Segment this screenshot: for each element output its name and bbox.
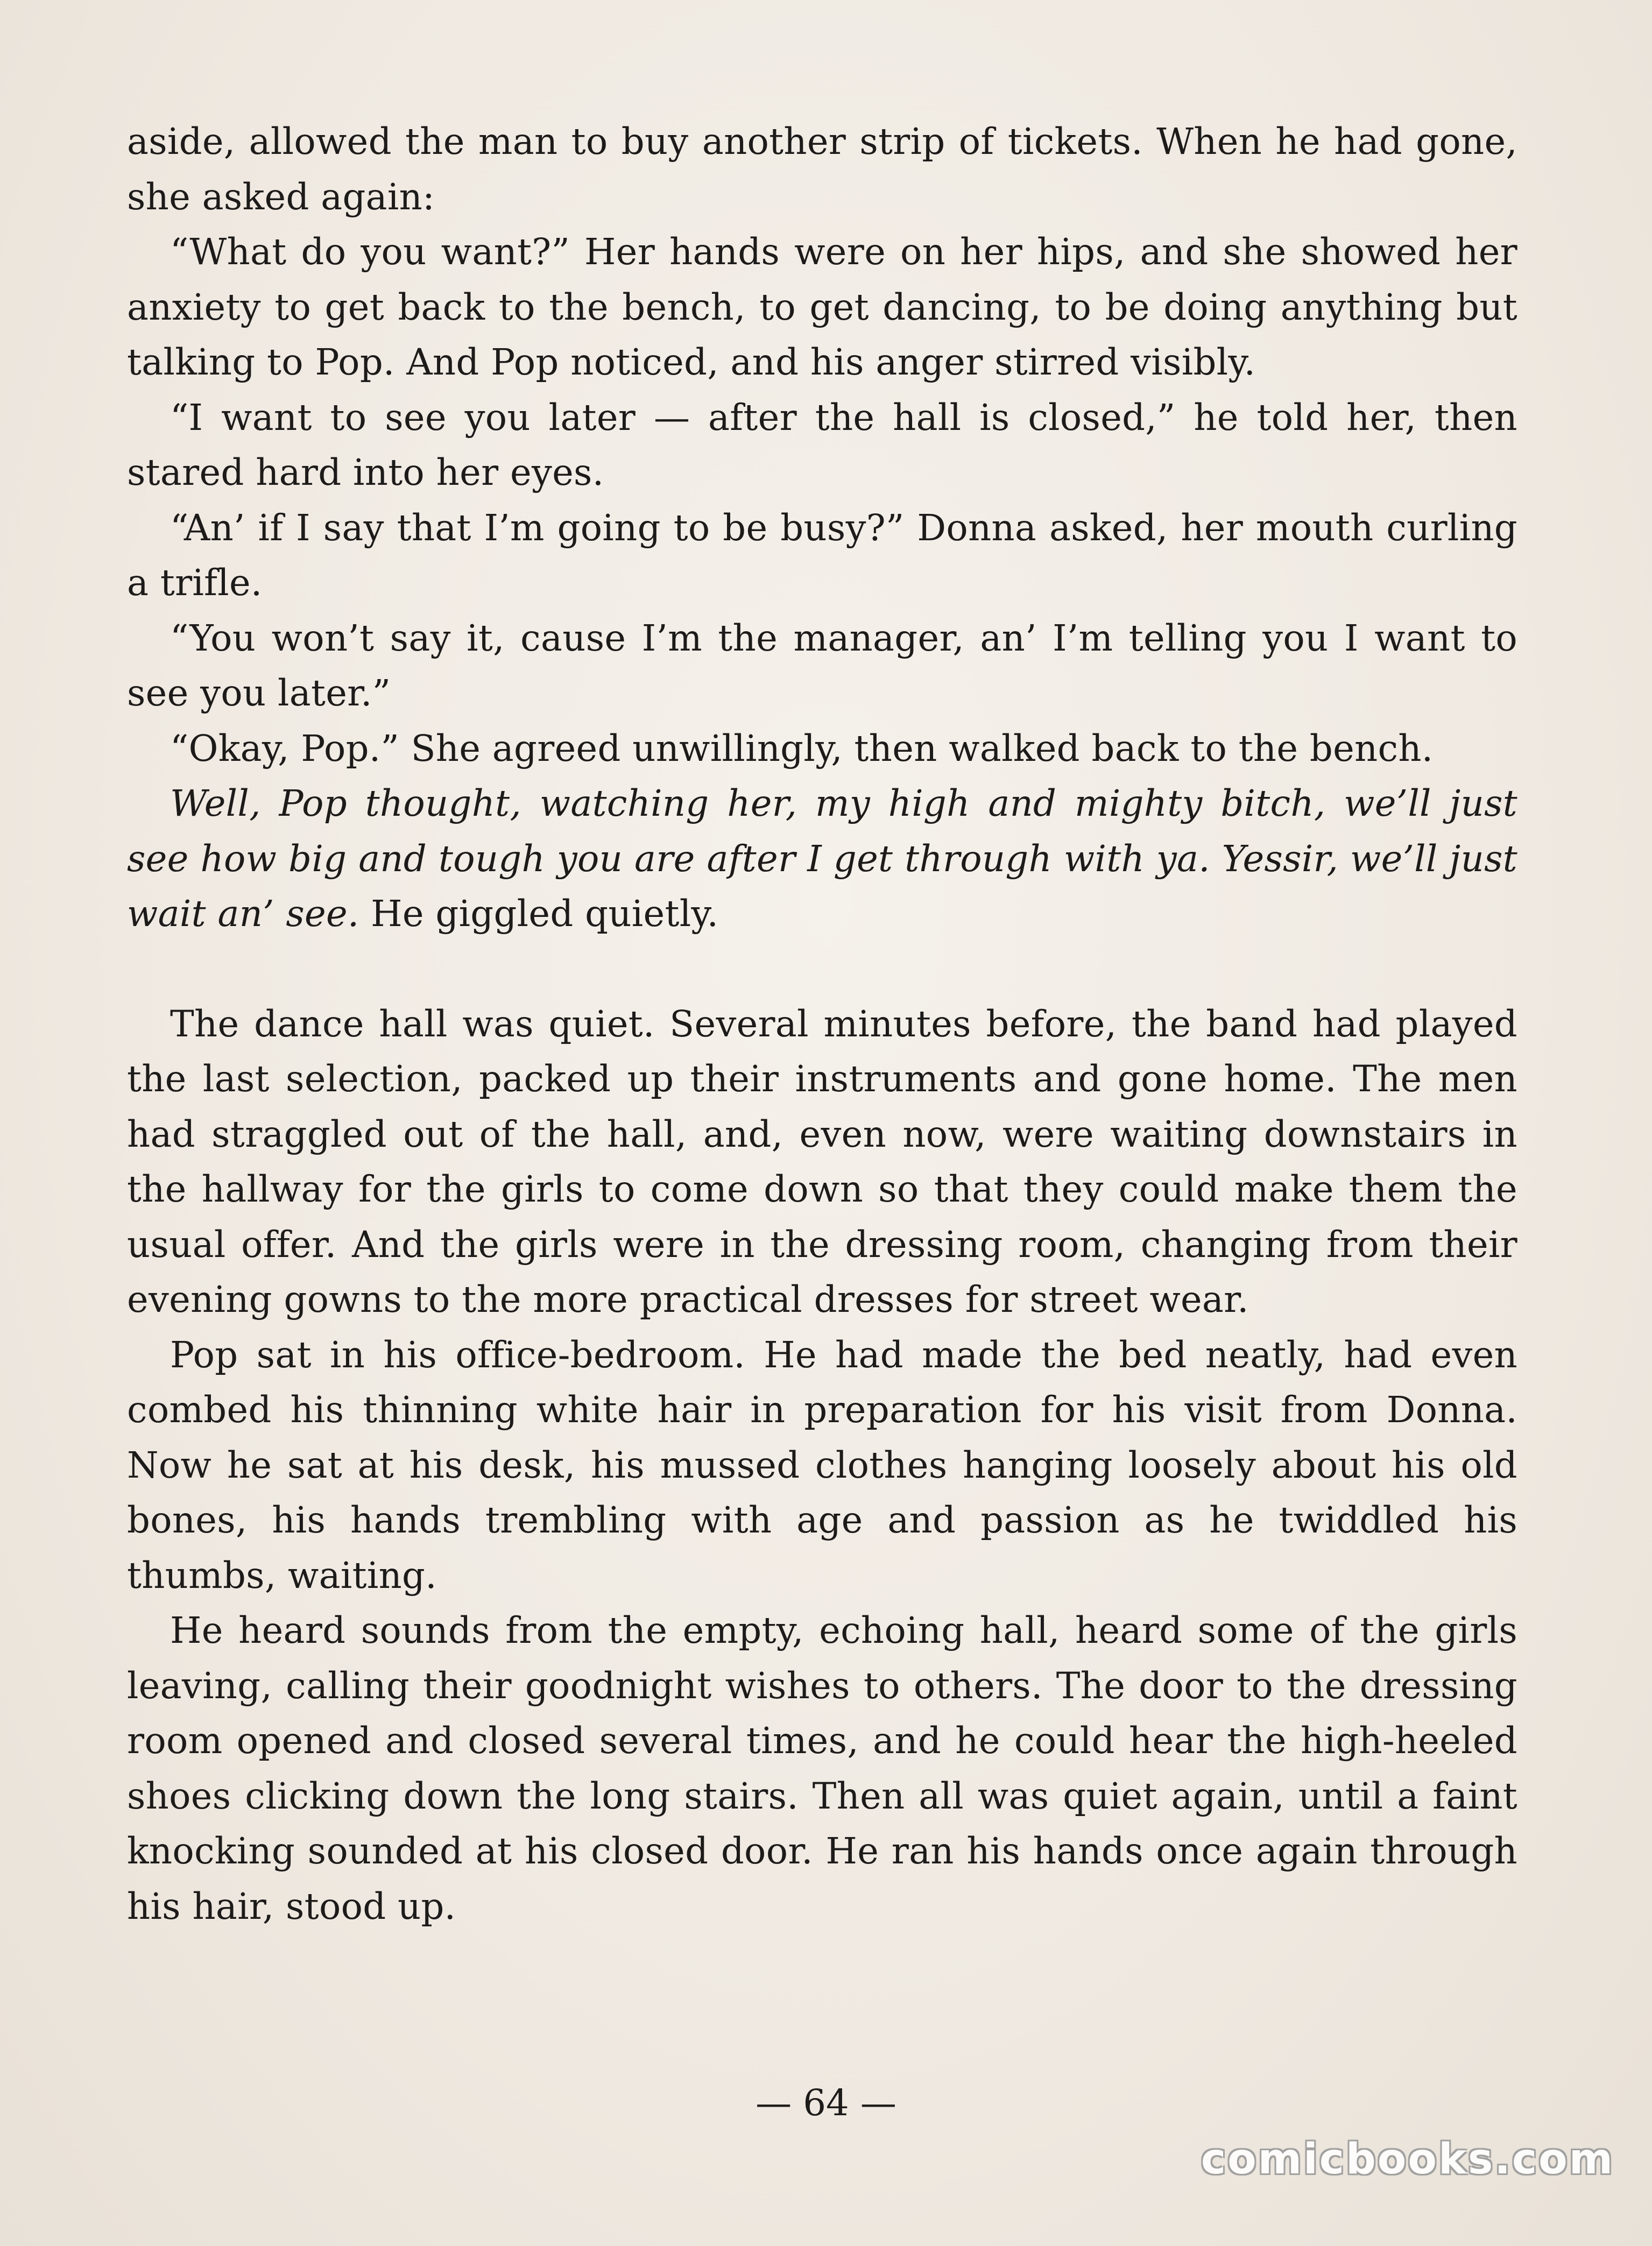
paragraph-7 (127, 776, 1517, 942)
paragraph-8: The dance hall was quiet. Several minutes before, the band had played the last selection, packed up their instruments and gone home. The men had straggled out of the hall, and, even now, were waiting downstairs in the hallway for the girls to come down so that they could make them the usual offer. And the girls were in the dressing room, changing from their evening gowns to the more practical dresses for street wear. (127, 1002, 1517, 1320)
inner-thought-tail: He giggled quietly. (359, 893, 719, 935)
paragraph-3: “I want to see you later — after the hall is closed,” he told her, then stared hard into her eyes. (127, 396, 1517, 493)
paragraph-9: Pop sat in his office-bedroom. He had made the bed neatly, had even combed his thinning white hair in preparation for his visit from Donna. Now he sat at his desk, his mussed clothes hanging loosely about his old bones, his hands trembling with age and passion as he twiddled his thumbs, waiting. (127, 1333, 1517, 1597)
paragraph-10: He heard sounds from the empty, echoing hall, heard some of the girls leaving, calling their goodnight wishes to others. The door to the dressing room opened and closed several times, and he could hear the high-heeled shoes clicking down the long stairs. Then all was quiet again, until a faint knocking sounded at his closed door. He ran his hands once again through his hair, stood up. (127, 1609, 1517, 1927)
body-text (127, 114, 1517, 1934)
paragraph-2: “What do you want?” Her hands were on her hips, and she showed her anxiety to get back to the bench, to get dancing, to be doing anything but talking to Pop. And Pop noticed, and his anger stirred visibly. (127, 231, 1517, 383)
paragraph-5: “You won’t say it, cause I’m the manager, an’ I’m telling you I want to see you later.” (127, 617, 1517, 714)
paragraph-4: “An’ if I say that I’m going to be busy?” Donna asked, her mouth curling a trifle. (127, 506, 1517, 604)
page-number: — 64 — (756, 2082, 896, 2124)
paragraph-1: aside, allowed the man to buy another strip of tickets. When he had gone, she asked again: (127, 121, 1517, 218)
paragraph-6: “Okay, Pop.” She agreed unwillingly, then walked back to the bench. (170, 727, 1434, 769)
inner-thought-italic: Well, Pop thought, watching her, my high and mighty bitch, we’ll just see how big and tough you are after I get through with ya. Yessir, we’ll just wait an’ see. (127, 782, 1517, 935)
watermark: comicbooks.com (1201, 2135, 1614, 2184)
